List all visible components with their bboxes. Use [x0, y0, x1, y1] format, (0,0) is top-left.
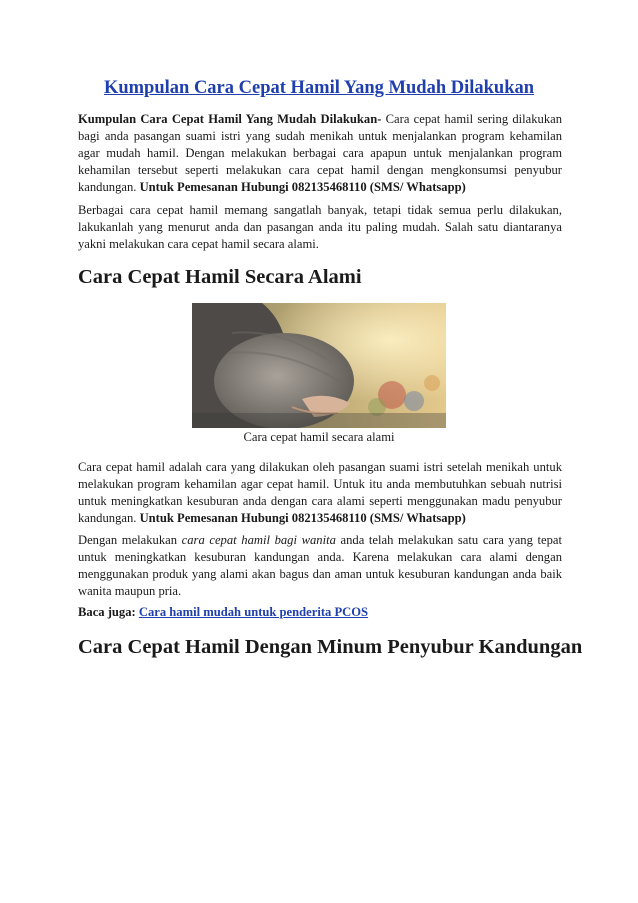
paragraph-dengan-melakukan	[78, 532, 562, 600]
read-also-label: Baca juga:	[78, 605, 136, 619]
intro-text: Cara cepat hamil sering dilakukan bagi anda pasangan suami istri yang sudah menikah untuk menjalankan program kehamilan agar mudah hamil. Dengan melakukan berbagai cara apapun untuk menjalankan program kehamilan tersebut seperti melakukan cara cepat hamil dengan mengkonsumsi penyubur kandungan.	[78, 112, 563, 195]
document-title: Kumpulan Cara Cepat Hamil Yang Mudah Dilakukan	[103, 78, 535, 98]
paragraph-after-text: anda telah melakukan satu cara yang tepat untuk meningkatkan kesuburan kandungan anda. Karena melakukan cara alami dengan menggunakan produk yang alami akan bagus dan aman untuk kesuburan kandungan anda baik wanita maupun pria.	[78, 533, 562, 599]
paragraph-berbagai: Berbagai cara cepat hamil memang sangatlah banyak, tetapi tidak semua perlu dilakukan, lakukanlah yang menurut anda dan pasangan anda itu paling mudah. Salah satu diantaranya yakni melakukan cara cepat hamil secara alami.	[78, 203, 562, 252]
paragraph-before-text: Dengan melakukan	[78, 533, 182, 547]
intro-paragraph	[78, 111, 562, 196]
read-also	[78, 604, 562, 621]
intro-lead: Kumpulan Cara Cepat Hamil Yang Mudah Dilakukan-	[78, 112, 382, 126]
intro-order-contact: Untuk Pemesanan Hubungi 082135468110 (SMS/ Whatsapp)	[139, 180, 466, 195]
heading-secara-alami: Cara Cepat Hamil Secara Alami	[78, 266, 362, 288]
pregnant-woman-photo	[192, 303, 446, 428]
paragraph-cara-cepat-text: Cara cepat hamil adalah cara yang dilakukan oleh pasangan suami istri setelah menikah untuk melakukan program kehamilan agar cepat hamil. Untuk itu anda membutuhkan sebuah nutrisi untuk meningkatkan kesuburan anda dengan cara alami seperti menggunakan madu penyubur kandungan.	[78, 460, 562, 526]
paragraph-order-contact: Untuk Pemesanan Hubungi 082135468110 (SMS/ Whatsapp)	[139, 511, 466, 526]
emphasis-phrase: cara cepat hamil bagi wanita	[181, 533, 336, 547]
paragraph-cara-cepat	[78, 459, 562, 527]
read-also-link[interactable]: Cara hamil mudah untuk penderita PCOS	[138, 605, 369, 619]
heading-penyubur: Cara Cepat Hamil Dengan Minum Penyubur Kandungan	[78, 636, 583, 658]
image-caption: Cara cepat hamil secara alami	[243, 430, 395, 444]
